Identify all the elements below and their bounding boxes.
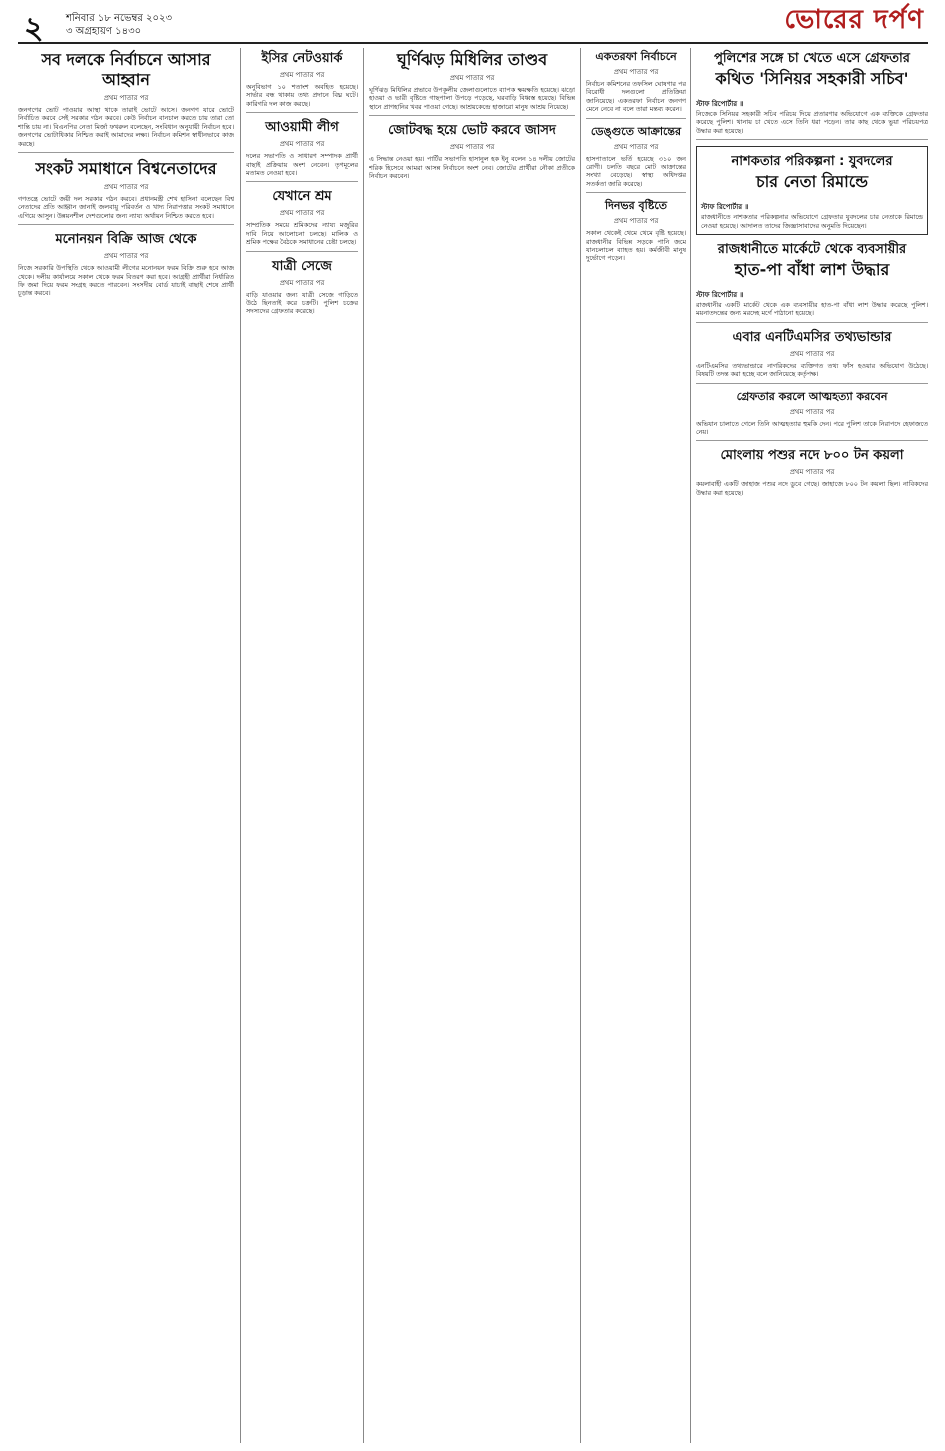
headline: জোটবদ্ধ হয়ে ভোট করবে জাসদ xyxy=(388,123,556,139)
story-jasod xyxy=(369,122,575,184)
subheadline: হাত-পা বাঁধা লাশ উদ্ধার xyxy=(734,260,890,280)
story-text: নির্বাচন কমিশনের তফসিল ঘোষণার পর বিরোধী দলগুলো প্রতিক্রিয়া জানিয়েছে। একতরফা নির্বাচন জনগণ মেনে নেবে না বলে তারা মন্তব্য করেন। xyxy=(586,80,686,114)
column-rule xyxy=(240,48,241,1443)
story-text: হাসপাতালে ভর্তি হয়েছে ৩১০ জন রোগী। চলতি বছরে মোট আক্রান্তের সংখ্যা বেড়েছে। স্বাস্থ্য অধিদপ্তর সতর্কতা জারি করেছে। xyxy=(586,154,686,188)
story-one-sided-election xyxy=(586,50,686,119)
story-text: সাম্প্রতিক সময়ে শ্রমিকদের ন্যায্য মজুরির দাবি নিয়ে আলোচনা চলছে। মালিক ও শ্রমিক পক্ষের বৈঠকে সমাধানের চেষ্টা চলছে। xyxy=(246,221,358,247)
story-rain xyxy=(586,199,686,267)
continued-label: প্রথম পাতার পর xyxy=(279,209,325,218)
headline: ঘূর্ণিঝড় মিধিলির তাণ্ডব xyxy=(396,50,548,69)
story-text: কয়লাবাহী একটি জাহাজ পশুর নদে ডুবে গেছে। জাহাজে ৮০০ টন কয়লা ছিল। নাবিকদের উদ্ধার করা হয়েছে। xyxy=(696,480,928,497)
continued-label: প্রথম পাতার পর xyxy=(279,278,325,287)
headline: ইসির নেটওয়ার্ক xyxy=(261,51,343,66)
continued-label: প্রথম পাতার পর xyxy=(613,68,659,76)
headline: সংকট সমাধানে বিশ্বনেতাদের xyxy=(35,159,217,179)
column-rule xyxy=(580,48,581,1443)
column-rule xyxy=(363,48,364,1443)
story-world-leaders xyxy=(18,159,234,225)
story-ec-network xyxy=(246,50,358,113)
story-labour xyxy=(246,188,358,251)
headline: সব দলকে নির্বাচনে আসার আহ্বান xyxy=(41,50,211,89)
headline: পুলিশের সঙ্গে চা খেতে এসে গ্রেফতার xyxy=(714,51,910,66)
continued-label: প্রথম পাতার পর xyxy=(449,74,495,82)
date-bengali: ৩ অগ্রহায়ণ ১৪৩০ xyxy=(66,26,142,37)
story-text: রাজধানীর একটি মার্কেট থেকে এক ব্যবসায়ীর হাত-পা বাঁধা লাশ উদ্ধার করেছে পুলিশ। ময়নাতদন্তের জন্য মরদেহ মর্গে পাঠানো হয়েছে। xyxy=(696,301,928,318)
story-trader-body xyxy=(696,241,928,323)
byline: স্টাফ রিপোর্টার ॥ xyxy=(696,291,744,300)
subheadline: কথিত 'সিনিয়র সহকারী সচিব' xyxy=(715,69,909,88)
headline: আওয়ামী লীগ xyxy=(265,120,339,136)
story-text: রাজধানীতে নাশকতার পরিকল্পনার অভিযোগে গ্রেফতার যুবদলের চার নেতাকে রিমান্ডে নেওয়া হয়েছে। আদালত তাদের জিজ্ঞাসাবাদের অনুমতি দিয়েছেন। xyxy=(701,213,923,230)
headline: যেখানে শ্রম xyxy=(272,189,332,205)
story-text: গণতন্ত্রে ভোটে জয়ী দল সরকার গঠন করবে। প্রধানমন্ত্রী শেখ হাসিনা বলেছেন বিশ্ব নেতাদের প্রতি আহ্বান জানাই জলবায়ু পরিবর্তন ও খাদ্য নিরাপত্তার সংকট সমাধানে এগিয়ে আসুন। উন্নয়নশীল দেশগুলোর জন্য ন্যায্য অর্থায়ন নিশ্চিত করতে হবে। xyxy=(18,195,234,220)
continued-label: প্রথম পাতার পর xyxy=(279,71,325,79)
story-fake-secretary xyxy=(696,50,928,140)
story-text: অভিযান চালাতে গেলে তিনি আত্মহত্যার হুমকি দেন। পরে পুলিশ তাকে নিরাপদে হেফাজতে নেয়। xyxy=(696,419,928,437)
masthead xyxy=(784,6,924,34)
continued-label: প্রথম পাতার পর xyxy=(103,252,149,261)
column-5 xyxy=(696,48,928,1446)
column-rule xyxy=(690,48,691,1443)
continued-label: প্রথম পাতার পর xyxy=(103,183,149,192)
page-number: ২ xyxy=(24,11,44,46)
headline: রাজধানীতে মার্কেটে থেকে ব্যবসায়ীর xyxy=(717,242,907,258)
column-3 xyxy=(369,48,575,1446)
story-nomination xyxy=(18,231,234,302)
story-text: অনুবিভাগ ১০ শতাংশ অবহিত হয়েছে। সার্ভার বন্ধ থাকায় তথ্য প্রদানে বিঘ্ন ঘটে। কারিগরি দল কাজ করছে। xyxy=(246,83,358,108)
headline: এবার এনটিএমসির তথ্যভান্ডার xyxy=(732,329,892,345)
continued-label: প্রথম পাতার পর xyxy=(613,142,659,151)
story-text: এনটিএমসির তথ্যভান্ডারে নাগরিকদের ব্যক্তিগত তথ্য ফাঁস হওয়ার অভিযোগ উঠেছে। বিষয়টি তদন্ত করা হচ্ছে বলে জানিয়েছে কর্তৃপক্ষ। xyxy=(696,361,928,379)
headline: নাশকতার পরিকল্পনা : যুবদলের xyxy=(731,154,893,170)
story-text: জনগণের ভোট পাওয়ার আস্থা থাকে তারাই ভোটে আসে। জনগণ যারে ভোটে নির্বাচিত করবে সেই সরকার গঠন করবে। কেউ নির্বাচন বানচাল করতে চায় তারা তো শান্তি চায় না। বিএনপির নেতা মির্জা ফখরুল বলেছেন, সংবিধান অনুযায়ী নির্বাচন হবে। জনগণের ভোটাধিকার নিশ্চিত করাই আমাদের লক্ষ্য। নির্বাচন কমিশন স্বাধীনভাবে কাজ করছে। xyxy=(18,106,234,148)
column-2 xyxy=(246,48,358,1446)
page-header xyxy=(18,6,928,44)
continued-label: প্রথম পাতার পর xyxy=(613,217,659,226)
continued-label: প্রথম পাতার পর xyxy=(789,468,835,477)
headline: ডেঙ্গুতে আক্রান্তের xyxy=(590,124,682,138)
column-1 xyxy=(18,48,234,1446)
story-ntmc xyxy=(696,329,928,384)
story-text: এ সিদ্ধান্ত নেওয়া হয়। পার্টির সভাপতি হাসানুল হক ইনু বলেন ১৪ দলীয় জোটের শরিক হিসেবে আমরা আসন্ন নির্বাচনে অংশ নেব। জোটের প্রার্থীরা নৌকা প্রতীকে নির্বাচন করবেন। xyxy=(369,155,575,181)
story-text: বাড়ি যাওয়ার জন্য যাত্রী সেজে গাড়িতে উঠে ছিনতাই করে চক্রটি। পুলিশ চক্রের সদস্যদের গ্রেফতার করেছে। xyxy=(246,290,358,316)
story-text: দলের সভাপতি ও সাধারণ সম্পাদক প্রার্থী বাছাই প্রক্রিয়ায় অংশ নেবেন। তৃণমূলের মতামত নেওয়া হবে। xyxy=(246,152,358,178)
story-dengue xyxy=(586,125,686,194)
continued-label: প্রথম পাতার পর xyxy=(103,94,149,102)
dateline xyxy=(66,12,172,38)
date-gregorian: শনিবার ১৮ নভেম্বর ২০২৩ xyxy=(66,13,173,24)
headline: দিনভর বৃষ্টিতে xyxy=(604,199,668,213)
continued-label: প্রথম পাতার পর xyxy=(449,143,495,152)
headline: যাত্রী সেজে xyxy=(272,258,332,274)
story-cyclone xyxy=(369,50,575,116)
story-text: নিজেকে সিনিয়র সহকারী সচিব পরিচয় দিয়ে প্রতারণার অভিযোগে এক ব্যক্তিকে গ্রেফতার করেছে পুলিশ। থানায় চা খেতে এসে তিনি ধরা পড়েন। তার কাছ থেকে ভুয়া পরিচয়পত্র উদ্ধার করা হয়েছে। xyxy=(696,110,928,135)
headline: মনোনয়ন বিক্রি আজ থেকে xyxy=(55,232,197,248)
story-coal-ship xyxy=(696,447,928,501)
headline: গ্রেফতার করলে আত্মহত্যা করবেন xyxy=(736,389,888,403)
headline: একতরফা নির্বাচনে xyxy=(595,50,677,63)
subheadline: চার নেতা রিমান্ডে xyxy=(755,172,868,192)
column-4 xyxy=(586,48,686,1446)
story-jubodal-remand xyxy=(696,146,928,235)
story-election-call xyxy=(18,50,234,153)
continued-label: প্রথম পাতার পর xyxy=(789,407,835,416)
story-passenger xyxy=(246,258,358,320)
story-awami-league xyxy=(246,119,358,182)
paper-name: ভোরের দর্পণ xyxy=(784,5,924,35)
story-text: সকাল থেকেই থেমে থেমে বৃষ্টি হয়েছে। রাজধানীর বিভিন্ন সড়কে পানি জমে যানচলাচল ব্যাহত হয়। কর্মজীবী মানুষ দুর্ভোগে পড়েন। xyxy=(586,229,686,263)
byline: স্টাফ রিপোর্টার ॥ xyxy=(701,203,749,212)
byline: স্টাফ রিপোর্টার ॥ xyxy=(696,100,744,108)
continued-label: প্রথম পাতার পর xyxy=(279,140,325,149)
story-text: ঘূর্ণিঝড় মিধিলির প্রভাবে উপকূলীয় জেলাগুলোতে ব্যাপক ক্ষয়ক্ষতি হয়েছে। ঝড়ো হাওয়া ও ভারী বৃষ্টিতে গাছপালা উপড়ে পড়েছে, ঘরবাড়ি বিধ্বস্ত হয়েছে। বিভিন্ন স্থানে প্রাণহানির খবর পাওয়া গেছে। আশ্রয়কেন্দ্রে হাজারো মানুষ আশ্রয় নিয়েছে। xyxy=(369,86,575,111)
headline: মোংলায় পশুর নদে ৮০০ টন কয়লা xyxy=(720,448,904,464)
story-suicide-threat xyxy=(696,390,928,442)
story-text: নিজে সরকারি উপস্থিতি থেকে আওয়ামী লীগের মনোনয়ন ফরম বিক্রি শুরু হবে আজ থেকে। দলীয় কার্যালয়ে সকাল থেকে ফরম বিতরণ করা হবে। আগ্রহী প্রার্থীরা নির্ধারিত ফি জমা দিয়ে ফরম সংগ্রহ করতে পারবেন। সংসদীয় বোর্ড যাচাই বাছাই শেষে প্রার্থী চূড়ান্ত করবে। xyxy=(18,264,234,298)
continued-label: প্রথম পাতার পর xyxy=(789,349,835,358)
